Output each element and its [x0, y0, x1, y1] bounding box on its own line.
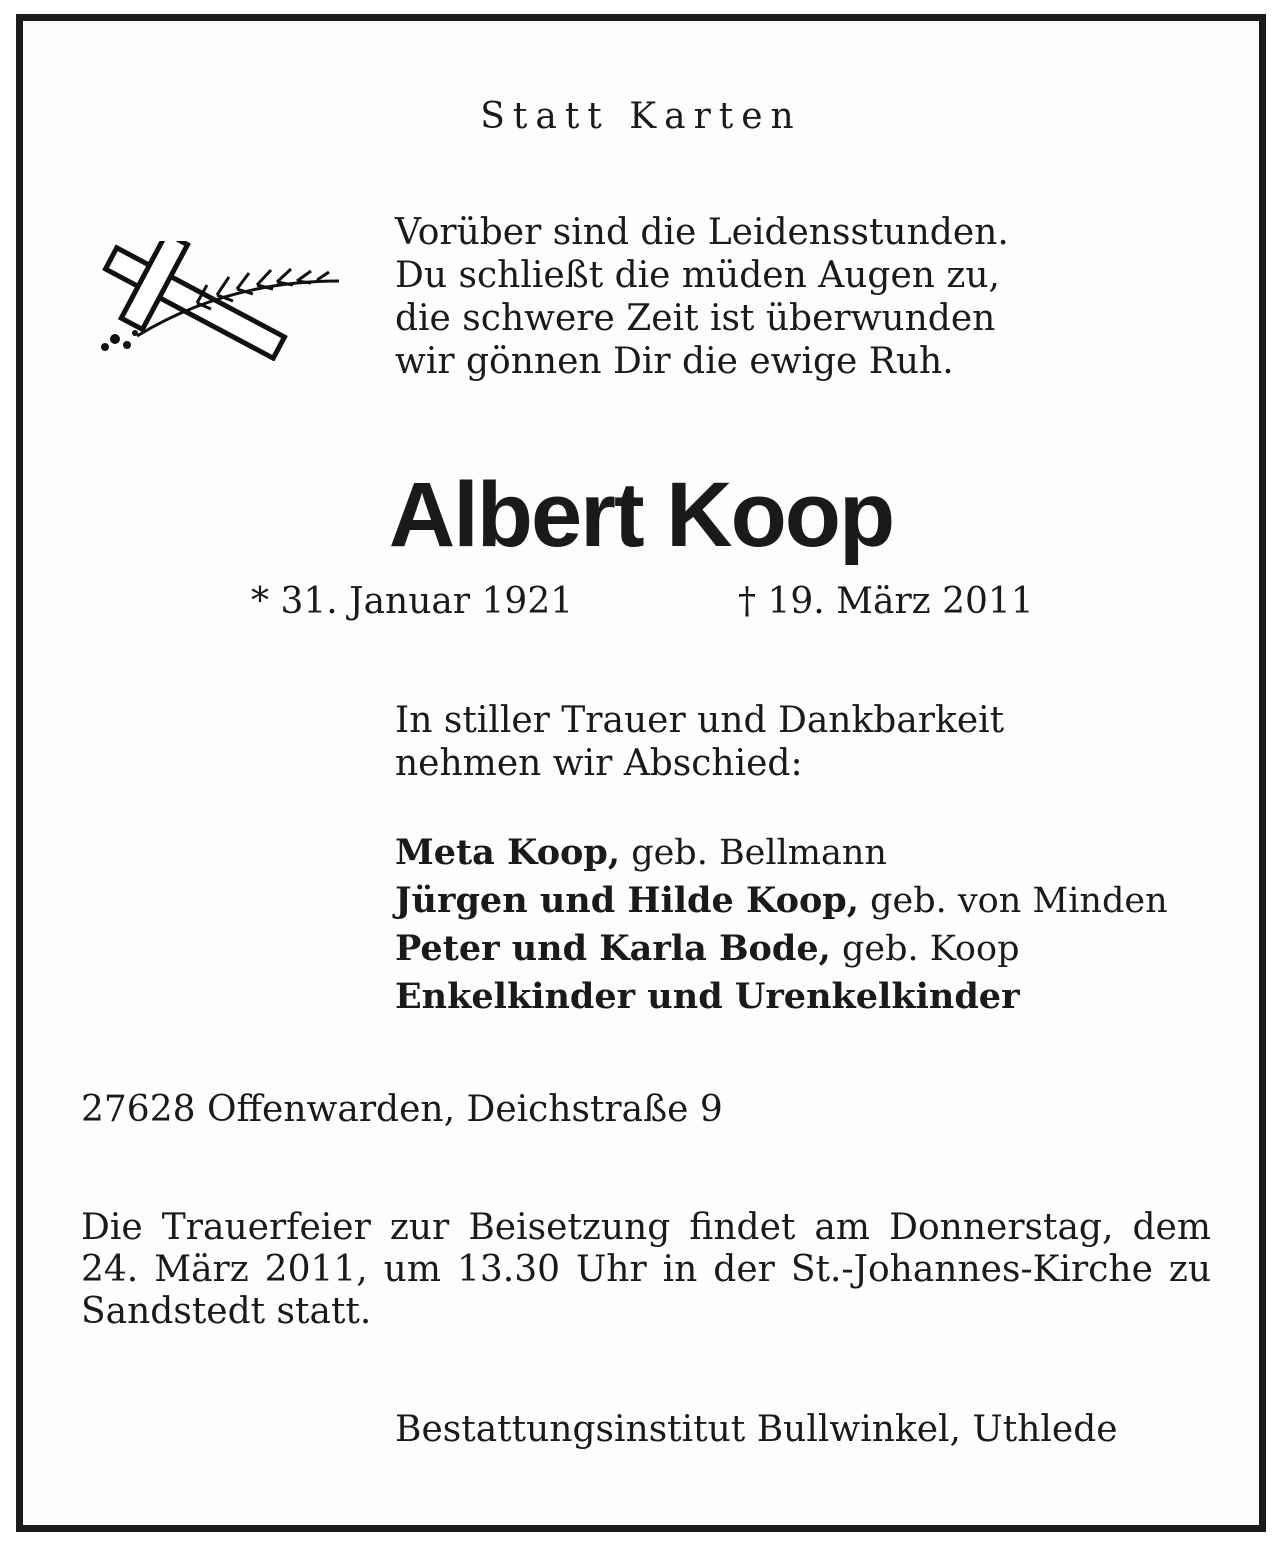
- family-member-name: Meta Koop,: [395, 832, 621, 873]
- family-member-note: geb. von Minden: [870, 881, 1168, 921]
- family-member: [395, 973, 1168, 1021]
- cross-palm-icon: [77, 241, 347, 361]
- family-list: [395, 829, 1168, 1021]
- obituary-frame: [16, 14, 1266, 1532]
- verse-line: die schwere Zeit ist überwunden: [395, 298, 996, 339]
- death-date: † 19. März 2011: [738, 581, 1034, 622]
- address: 27628 Offenwarden, Deichstraße 9: [81, 1089, 723, 1130]
- mourning-text: [395, 699, 1004, 785]
- family-member-name: Jürgen und Hilde Koop,: [395, 880, 859, 921]
- birth-date: * 31. Januar 1921: [251, 581, 574, 622]
- family-member: [395, 829, 1168, 877]
- family-member-name: Peter und Karla Bode,: [395, 928, 831, 969]
- ceremony-notice: Die Trauerfeier zur Beisetzung findet am Donnerstag, dem 24. März 2011, um 13.30 Uhr in der St.-Johannes-Kirche zu Sandstedt statt.: [81, 1207, 1211, 1332]
- deceased-name: Albert Koop: [388, 464, 894, 566]
- family-member-note: geb. Koop: [841, 929, 1020, 969]
- family-member: [395, 925, 1168, 973]
- mourning-line: nehmen wir Abschied:: [395, 743, 803, 784]
- header-statt-karten: Statt Karten: [480, 96, 802, 137]
- verse: [395, 211, 1009, 383]
- verse-line: Du schließt die müden Augen zu,: [395, 255, 1000, 296]
- family-member: [395, 877, 1168, 925]
- family-member-note: geb. Bellmann: [631, 833, 887, 873]
- family-member-name: Enkelkinder und Urenkelkinder: [395, 976, 1020, 1017]
- verse-line: Vorüber sind die Leidensstunden.: [395, 212, 1009, 253]
- mourning-line: In stiller Trauer und Dankbarkeit: [395, 700, 1005, 741]
- funeral-home: Bestattungsinstitut Bullwinkel, Uthlede: [395, 1409, 1118, 1450]
- verse-line: wir gönnen Dir die ewige Ruh.: [395, 341, 954, 382]
